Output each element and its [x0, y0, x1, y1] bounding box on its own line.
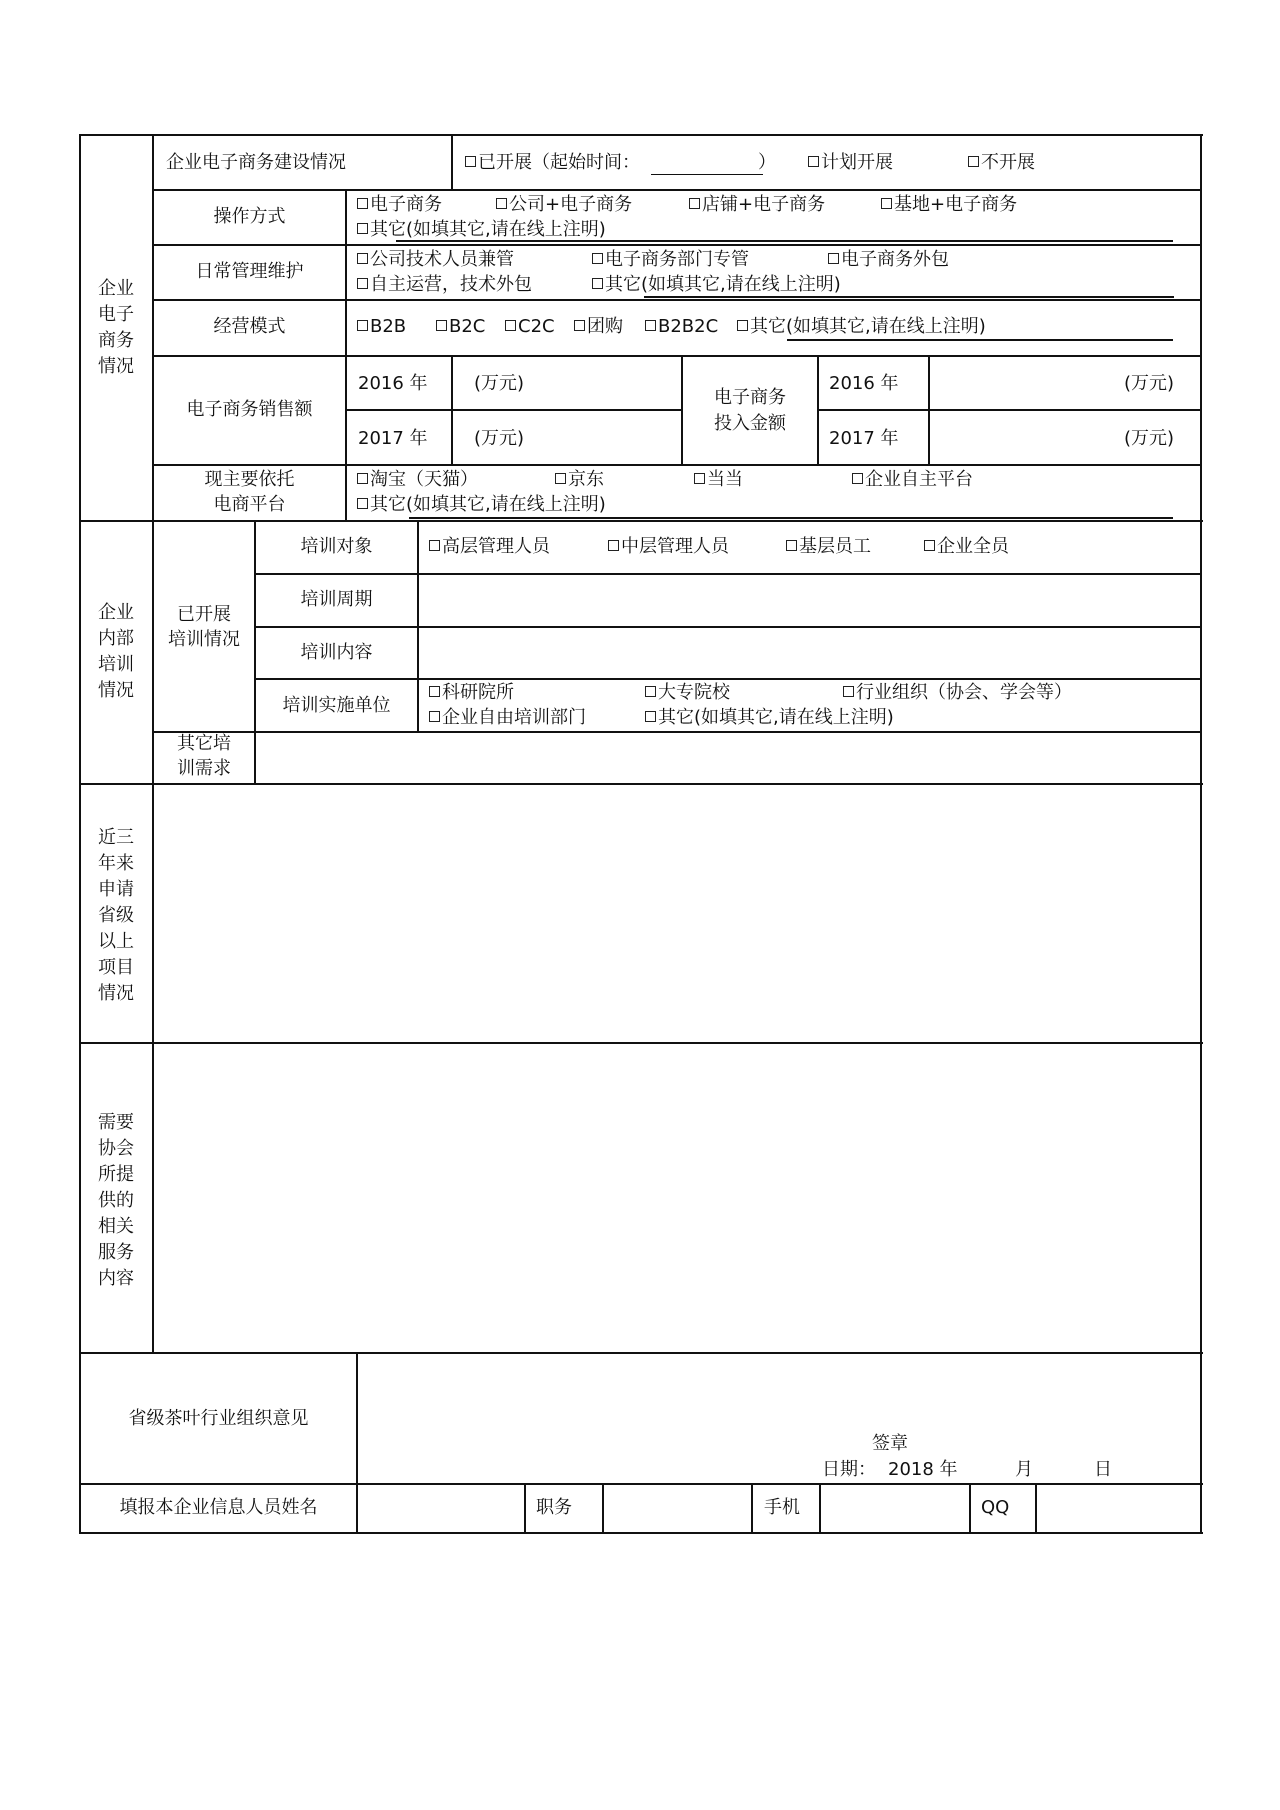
row-divider [254, 678, 1202, 680]
platform-label-line1: 现主要依托 [204, 469, 295, 490]
checkbox-icon [786, 540, 797, 551]
option-label: 其它 [370, 494, 406, 515]
position-label: 职务 [536, 1497, 572, 1518]
checkbox-icon [429, 711, 440, 722]
option-label: 其它 [605, 274, 641, 295]
checkbox-icon [924, 540, 935, 551]
checkbox-op-3[interactable] [689, 194, 825, 216]
section-projects-title: 近三年来申请省级以上项目情况 [98, 827, 134, 1004]
row-divider [254, 626, 1202, 628]
investment-year-2017: 2017 年 [829, 428, 899, 449]
option-label: 行业组织（协会、学会等） [856, 682, 1072, 703]
checkbox-pv-3[interactable] [843, 682, 1072, 704]
other-needs-label-line2: 训需求 [177, 758, 231, 779]
checkbox-bm-1[interactable] [357, 316, 406, 338]
investment-label-line2: 投入金额 [714, 413, 786, 434]
checkbox-icon [737, 320, 748, 331]
option-label: 科研院所 [442, 682, 514, 703]
checkbox-icon [429, 686, 440, 697]
checkbox-tg-4[interactable] [924, 536, 1009, 558]
checkbox-icon [357, 473, 368, 484]
checkbox-icon [592, 278, 603, 289]
other-note: (如填其它,请在线上注明) [694, 707, 894, 728]
checkbox-icon [357, 198, 368, 209]
investment-label-line1: 电子商务 [714, 387, 786, 408]
investment-2017-input[interactable] [935, 416, 1115, 458]
option-label: 基层员工 [799, 536, 871, 557]
content-label: 培训内容 [300, 642, 373, 663]
checkbox-icon [694, 473, 705, 484]
option-label: 公司+电子商务 [509, 194, 633, 215]
pf-other-input-line[interactable] [409, 517, 1173, 519]
maintenance-label: 日常管理维护 [195, 261, 304, 282]
section-divider [79, 783, 1203, 785]
checkbox-icon [357, 320, 368, 331]
date-year: 2018 年 [888, 1459, 958, 1480]
operation-label: 操作方式 [213, 206, 286, 227]
sales-year-2016: 2016 年 [358, 373, 428, 394]
conducted-label-line2: 培训情况 [168, 629, 240, 650]
date-day: 日 [1094, 1459, 1112, 1480]
checkbox-icon [689, 198, 700, 209]
cycle-input[interactable] [420, 576, 1198, 624]
row-divider [152, 355, 1202, 357]
section-divider [79, 1042, 1203, 1044]
checkbox-started[interactable] [465, 152, 640, 174]
option-label: 团购 [587, 316, 623, 337]
checkbox-icon [357, 253, 368, 264]
option-label: 自主运营，技术外包 [370, 274, 532, 295]
checkbox-icon [429, 540, 440, 551]
sales-2016-input[interactable] [560, 362, 678, 404]
checkbox-icon [828, 253, 839, 264]
start-time-input[interactable] [651, 152, 763, 175]
option-label: 其它 [370, 219, 406, 240]
other-note: (如填其它,请在线上注明) [786, 316, 986, 337]
checkbox-tg-2[interactable] [608, 536, 729, 558]
checkbox-icon [574, 320, 585, 331]
checkbox-icon [592, 253, 603, 264]
row-divider [345, 409, 683, 411]
section-divider [79, 520, 1203, 522]
col-divider [751, 1483, 753, 1534]
option-label: 中层管理人员 [621, 536, 729, 557]
investment-year-2016: 2016 年 [829, 373, 899, 394]
other-note: (如填其它,请在线上注明) [406, 219, 606, 240]
contact-name-input[interactable] [360, 1487, 522, 1530]
checkbox-pv-2[interactable] [645, 682, 730, 704]
option-label: 企业自由培训部门 [442, 707, 586, 728]
col-divider [969, 1483, 971, 1534]
option-label: 其它 [658, 707, 694, 728]
checkbox-pv-other[interactable] [645, 707, 894, 729]
checkbox-tg-1[interactable] [429, 536, 550, 558]
checkbox-mt-3[interactable] [828, 249, 949, 271]
checkbox-bm-other[interactable] [737, 316, 986, 338]
row-divider [152, 189, 1202, 191]
option-label: B2C [449, 316, 486, 337]
section-services-title: 需要协会所提供的相关服务内容 [98, 1112, 134, 1289]
op-other-input-line[interactable] [396, 240, 1173, 242]
investment-2016-input[interactable] [935, 362, 1115, 404]
phone-label: 手机 [764, 1497, 800, 1518]
option-label: 其它 [750, 316, 786, 337]
option-label: 不开展 [981, 152, 1035, 173]
checkbox-icon [645, 711, 656, 722]
checkbox-icon [505, 320, 516, 331]
bm-other-input-line[interactable] [787, 339, 1173, 341]
sales-year-2017: 2017 年 [358, 428, 428, 449]
qq-input[interactable] [1039, 1487, 1198, 1530]
checkbox-mt-other[interactable] [592, 274, 841, 296]
checkbox-icon [881, 198, 892, 209]
checkbox-op-2[interactable] [496, 194, 632, 216]
checkbox-mt-1[interactable] [357, 249, 514, 271]
sales-2017-input[interactable] [560, 416, 678, 458]
checkbox-mt-2[interactable] [592, 249, 749, 271]
checkbox-pf-3[interactable] [694, 469, 743, 491]
platform-label-line2: 电商平台 [213, 494, 286, 515]
row-divider [254, 573, 1202, 575]
checkbox-bm-4[interactable] [574, 316, 623, 338]
target-label: 培训对象 [300, 536, 373, 557]
checkbox-icon [808, 156, 819, 167]
option-label: 店铺+电子商务 [702, 194, 826, 215]
date-label: 日期： [822, 1459, 876, 1480]
section-divider [79, 1352, 1203, 1354]
checkbox-op-other[interactable] [357, 219, 606, 241]
checkbox-icon [843, 686, 854, 697]
col-divider [254, 731, 256, 783]
table-right-border [1200, 134, 1202, 1534]
col-divider [602, 1483, 604, 1534]
option-label: 企业自主平台 [865, 469, 973, 490]
other-note: (如填其它,请在线上注明) [641, 274, 841, 295]
option-label: 计划开展 [821, 152, 893, 173]
option-label: 当当 [707, 469, 743, 490]
col-divider [451, 134, 453, 189]
contact-name-label: 填报本企业信息人员姓名 [119, 1497, 318, 1518]
option-label: 公司技术人员兼管 [370, 249, 514, 270]
opinion-label: 省级茶叶行业组织意见 [128, 1408, 309, 1429]
checkbox-pv-1[interactable] [429, 682, 514, 704]
option-label: B2B [370, 316, 407, 337]
col-divider [1035, 1483, 1037, 1534]
investment-unit-2016: (万元) [1124, 373, 1175, 394]
option-label: 大专院校 [658, 682, 730, 703]
sales-unit-2016: (万元) [474, 373, 525, 394]
sales-label: 电子商务销售额 [186, 399, 313, 420]
checkbox-planned[interactable] [808, 152, 893, 174]
option-label: 电子商务外包 [841, 249, 949, 270]
row-divider [152, 244, 1202, 246]
other-needs-input[interactable] [258, 734, 1198, 781]
checkbox-icon [645, 686, 656, 697]
section-ecommerce-title: 企业电子商务情况 [98, 278, 134, 377]
table-left-border [79, 134, 81, 1534]
checkbox-pf-2[interactable] [555, 469, 604, 491]
row-divider [152, 299, 1202, 301]
checkbox-icon [555, 473, 566, 484]
option-label: 高层管理人员 [442, 536, 550, 557]
table-top-border [79, 134, 1203, 136]
checkbox-icon [645, 320, 656, 331]
checkbox-icon [357, 223, 368, 234]
checkbox-pf-other[interactable] [357, 494, 606, 516]
option-label: 企业全员 [937, 536, 1009, 557]
row-divider [152, 464, 1202, 466]
option-label: C2C [518, 316, 555, 337]
checkbox-not-started[interactable] [968, 152, 1035, 174]
section-training-title: 企业内部培训情况 [98, 602, 134, 701]
option-label: 京东 [568, 469, 604, 490]
other-note: (如填其它,请在线上注明) [406, 494, 606, 515]
position-input[interactable] [606, 1487, 748, 1530]
seal-label: 签章 [872, 1433, 908, 1454]
phone-input[interactable] [823, 1487, 966, 1530]
row-divider [152, 731, 1202, 733]
qq-label: QQ [981, 1497, 1010, 1518]
checkbox-bm-3[interactable] [505, 316, 555, 338]
checkbox-bm-2[interactable] [436, 316, 485, 338]
row-divider [817, 409, 1202, 411]
paren-close: ） [758, 152, 776, 173]
option-label: B2B2C [658, 316, 719, 337]
checkbox-icon [465, 156, 476, 167]
projects-input[interactable] [156, 787, 1198, 1039]
sales-unit-2017: (万元) [474, 428, 525, 449]
conducted-label-line1: 已开展 [177, 604, 231, 625]
other-needs-label-line1: 其它培 [177, 733, 231, 754]
date-month: 月 [1015, 1459, 1033, 1480]
checkbox-icon [852, 473, 863, 484]
option-label: 已开展（起始时间： [478, 152, 640, 173]
col-divider [819, 1483, 821, 1534]
checkbox-tg-3[interactable] [786, 536, 871, 558]
option-label: 电子商务 [370, 194, 442, 215]
cycle-label: 培训周期 [300, 589, 373, 610]
business-model-label: 经营模式 [213, 316, 286, 337]
checkbox-pv-4[interactable] [429, 707, 586, 729]
checkbox-bm-5[interactable] [645, 316, 718, 338]
provider-label: 培训实施单位 [282, 695, 391, 716]
option-label: 淘宝（天猫） [370, 469, 478, 490]
checkbox-pf-1[interactable] [357, 469, 478, 491]
mt-other-input-line[interactable] [644, 296, 1174, 298]
services-input[interactable] [156, 1046, 1198, 1349]
checkbox-pf-4[interactable] [852, 469, 973, 491]
col-divider [524, 1483, 526, 1534]
checkbox-mt-4[interactable] [357, 274, 532, 296]
checkbox-op-1[interactable] [357, 194, 442, 216]
investment-unit-2017: (万元) [1124, 428, 1175, 449]
option-label: 基地+电子商务 [894, 194, 1018, 215]
opinion-input[interactable] [360, 1356, 1198, 1432]
checkbox-icon [968, 156, 979, 167]
checkbox-icon [608, 540, 619, 551]
checkbox-icon [436, 320, 447, 331]
checkbox-icon [496, 198, 507, 209]
content-input[interactable] [420, 629, 1198, 677]
construction-label: 企业电子商务建设情况 [166, 152, 346, 173]
checkbox-op-4[interactable] [881, 194, 1017, 216]
checkbox-icon [357, 278, 368, 289]
col-divider [356, 1352, 358, 1534]
checkbox-icon [357, 498, 368, 509]
option-label: 电子商务部门专管 [605, 249, 749, 270]
